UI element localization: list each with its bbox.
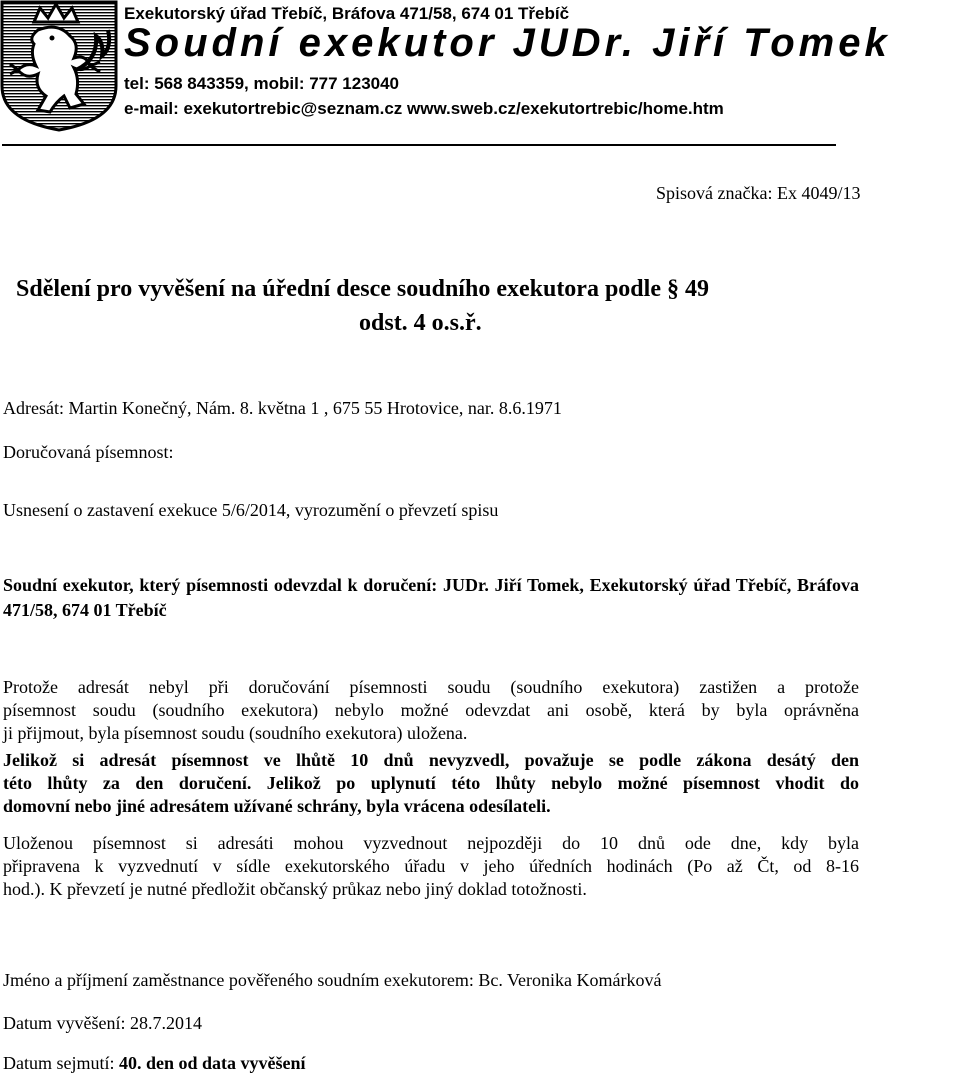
removal-date-label: Datum sejmutí:	[3, 1053, 119, 1073]
bailiff-statement: Soudní exekutor, který písemnosti odevzdal k doručení: JUDr. Jiří Tomek, Exekutorský úřad Třebíč, Bráfova 471/58, 674 01 Třebíč	[3, 575, 859, 620]
letterhead-bailiff-name: Soudní exekutor JUDr. Jiří Tomek	[124, 21, 891, 65]
delivered-document: Usnesení o zastavení exekuce 5/6/2014, vyrozumění o převzetí spisu	[3, 500, 499, 520]
paragraph-line: písemnost soudu (soudního exekutora) nebylo možné odevzdat ani osobě, která by byla oprávněna	[3, 700, 859, 720]
paragraph-line: Protože adresát nebyl při doručování písemnosti soudu (soudního exekutora) zastižen a protože	[3, 677, 859, 697]
letterhead-phone: tel: 568 843359, mobil: 777 123040	[124, 74, 400, 93]
czech-lion-emblem-icon	[0, 0, 118, 132]
notice-heading-line-1: Sdělení pro vyvěšení na úřední desce soudního exekutora podle § 49	[16, 276, 709, 302]
pickup-instructions-paragraph	[3, 832, 859, 901]
paragraph-line: hod.). K převzetí je nutné předložit občanský průkaz nebo jiný doklad totožnosti.	[3, 879, 587, 899]
paragraph-line: ji přijmout, byla písemnost soudu (soudního exekutora) uložena.	[3, 723, 468, 743]
file-reference: Spisová značka: Ex 4049/13	[656, 183, 861, 203]
notice-heading-line-2: odst. 4 o.s.ř.	[359, 310, 482, 336]
removal-date	[3, 1052, 306, 1074]
removal-date-value: 40. den od data vyvěšení	[119, 1053, 306, 1073]
authorized-employee: Jméno a příjmení zaměstnance pověřeného soudním exekutorem: Bc. Veronika Komárková	[3, 970, 662, 990]
posted-date: Datum vyvěšení: 28.7.2014	[3, 1013, 202, 1033]
paragraph-line: domovní nebo jiné adresátem užívané schrány, byla vrácena odesílateli.	[3, 796, 551, 816]
paragraph-line: této lhůty za den doručení. Jelikož po uplynutí této lhůty nebylo možné písemnost vhodit do	[3, 773, 859, 793]
recipient: Adresát: Martin Konečný, Nám. 8. května 1 , 675 55 Hrotovice, nar. 8.6.1971	[3, 398, 562, 418]
paragraph-line: Jelikož si adresát písemnost ve lhůtě 10 dnů nevyzvedl, považuje se podle zákona desátý den	[3, 750, 859, 770]
letterhead-office-address: Exekutorský úřad Třebíč, Bráfova 471/58, 674 01 Třebíč	[124, 4, 570, 23]
delivered-document-label: Doručovaná písemnost:	[3, 442, 174, 462]
paragraph-line: připravena k vyzvednutí v sídle exekutorského úřadu v jeho úředních hodinách (Po až Čt, od 8-16	[3, 856, 859, 876]
paragraph-line: Uloženou písemnost si adresáti mohou vyzvednout nejpozději do 10 dnů ode dne, kdy byla	[3, 833, 859, 853]
deposit-paragraph	[3, 676, 859, 745]
letterhead-contact: e-mail: exekutortrebic@seznam.cz www.sweb.cz/exekutortrebic/home.htm	[124, 99, 724, 118]
letterhead-divider	[2, 144, 836, 146]
delivery-fiction-paragraph	[3, 749, 859, 818]
